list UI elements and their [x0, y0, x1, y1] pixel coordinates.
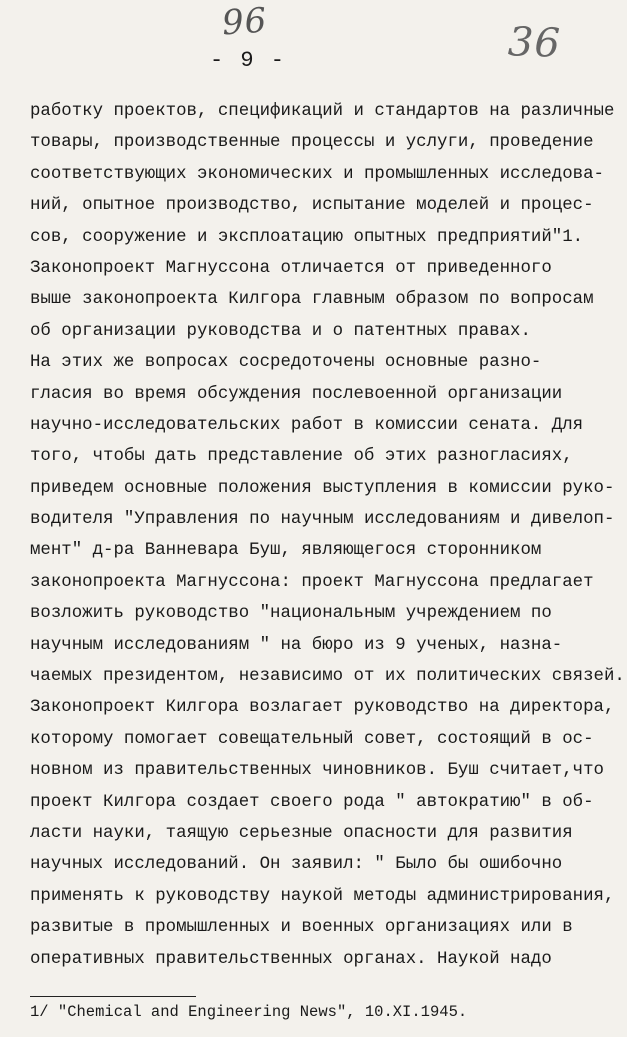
text-line: научных исследований. Он заявил: " Было бы ошибочно: [30, 855, 563, 875]
text-line: научно-исследовательских работ в комиссии сената. Для: [30, 415, 584, 435]
text-line: развитые в промышленных и военных организациях или в: [30, 918, 573, 938]
text-line: Законопроект Магнуссона отличается от приведенного: [30, 258, 552, 278]
text-line: законопроекта Магнуссона: проект Магнуссона предлагает: [30, 572, 594, 592]
text-line: которому помогает совещательный совет, состоящий в ос-: [30, 729, 594, 749]
text-line: возложить руководство "национальным учреждением по: [30, 604, 552, 624]
handwritten-page-mark-left: 96: [220, 0, 269, 44]
text-line: научным исследованиям " на бюро из 9 ученых, назна-: [30, 635, 563, 655]
text-line: новном из правительственных чиновников. Буш считает,что: [30, 761, 604, 781]
text-line: применять к руководству наукой методы администрирования,: [30, 886, 615, 906]
text-line: работку проектов, спецификаций и стандартов на различные: [30, 102, 615, 121]
text-line: чаемых президентом, независимо от их политических связей.: [30, 667, 625, 687]
text-line: проект Килгора создает своего рода " автократию" в об-: [30, 792, 594, 812]
text-line: водителя "Управления по научным исследованиям и дивелоп-: [30, 510, 615, 530]
footnote: 1/ "Chemical and Engineering News", 10.XI.1945.: [30, 1003, 468, 1021]
text-line: На этих же вопросах сосредоточены основные разно-: [30, 353, 542, 373]
text-line: оперативных правительственных органах. Наукой надо: [30, 949, 552, 969]
page-number: - 9 -: [210, 48, 287, 73]
text-line: сов, сооружение и эксплоатацию опытных предприятий"1.: [30, 227, 584, 247]
footnote-divider: [30, 996, 196, 997]
text-line: ласти науки, таящую серьезные опасности для развития: [30, 823, 573, 843]
body-text: [30, 96, 627, 975]
handwritten-page-mark-right: 36: [507, 19, 562, 67]
text-line: соответствующих экономических и промышленных исследова-: [30, 164, 604, 184]
text-line: Законопроект Килгора возлагает руководство на директора,: [30, 698, 615, 718]
text-line: об организации руководства и о патентных правах.: [30, 321, 531, 341]
text-line: приведем основные положения выступления в комиссии руко-: [30, 478, 615, 498]
text-line: того, чтобы дать представление об этих разногласиях,: [30, 447, 573, 467]
text-line: ний, опытное производство, испытание моделей и процес-: [30, 196, 594, 216]
text-line: выше законопроекта Килгора главным образом по вопросам: [30, 290, 594, 310]
text-line: товары, производственные процессы и услуги, проведение: [30, 133, 594, 153]
text-line: мент" д-ра Ванневара Буш, являющегося сторонником: [30, 541, 542, 561]
text-line: гласия во время обсуждения послевоенной организации: [30, 384, 563, 404]
